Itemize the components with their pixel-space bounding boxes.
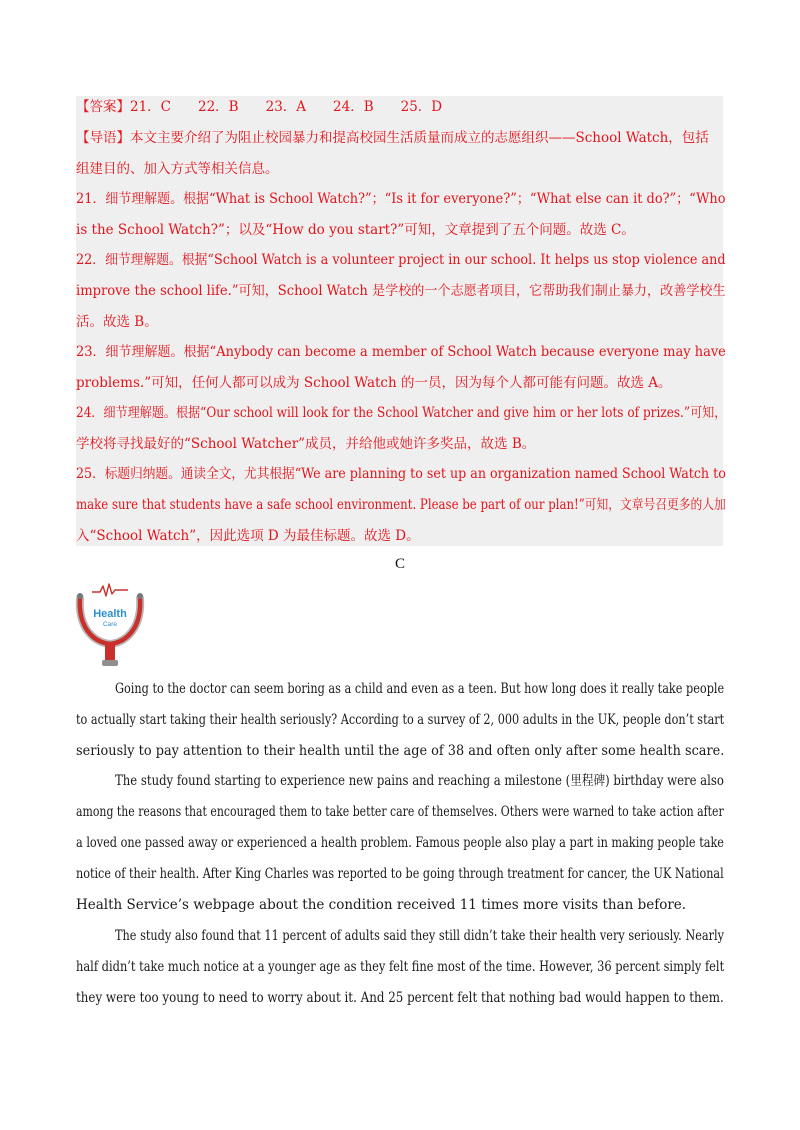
passage-para3-line2: half didn’t take much notice at a younger age as they felt fine most of the time. However, 36 percent simply felt: [76, 959, 725, 975]
passage-para1-line2: to actually start taking their health seriously? According to a survey of 2, 000 adults in the UK, people don’t start: [76, 712, 725, 728]
explanation-21: 21．细节理解题。根据“What is School Watch?”；“Is it for everyone?”；“What else can it do?”；“Who: [76, 191, 726, 207]
guide-line-continued: 组建目的、加入方式等相关信息。: [76, 161, 279, 177]
passage-para3-line1: The study also found that 11 percent of adults said they still didn’t take their health very seriously. Nearly: [115, 928, 725, 944]
health-care-stethoscope-logo: [72, 578, 148, 668]
passage-para2-line1: The study found starting to experience new pains and reaching a milestone (里程碑) birthday were also: [115, 773, 724, 789]
passage-para2-line2: among the reasons that encouraged them to take better care of themselves. Others were warned to take action after: [76, 804, 724, 820]
explanation-25-end: 入“School Watch”，因此选项 D 为最佳标题。故选 D。: [76, 528, 420, 544]
passage-para2-line5: Health Service’s webpage about the condition received 11 times more visits than before.: [76, 897, 687, 913]
guide-line: 【导语】本文主要介绍了为阻止校园暴力和提高校园生活质量而成立的志愿组织——School Watch，包括: [76, 130, 709, 146]
explanation-22-continued: improve the school life.”可知，School Watch 是学校的一个志愿者项目，它帮助我们制止暴力，改善学校生: [76, 283, 726, 299]
logo-word-care: Care: [102, 621, 118, 628]
logo-word-health: Health: [93, 608, 127, 620]
explanation-24: 24．细节理解题。根据“Our school will look for the School Watcher and give him or her lots of prizes.”可知，: [76, 405, 727, 421]
explanation-22: 22．细节理解题。根据“School Watch is a volunteer project in our school. It helps us stop violence and: [76, 252, 726, 268]
passage-para1-line1: Going to the doctor can seem boring as a child and even as a teen. But how long does it really take people: [115, 681, 725, 697]
explanation-23-continued: problems.”可知，任何人都可以成为 School Watch 的一员，因为每个人都可能有问题。故选 A。: [76, 375, 672, 391]
explanation-23: 23．细节理解题。根据“Anybody can become a member of School Watch because everyone may have: [76, 344, 726, 360]
passage-para2-line4: notice of their health. After King Charles was reported to be going through treatment for cancer, the UK National: [76, 866, 724, 882]
passage-para1-line3: seriously to pay attention to their health until the age of 38 and often only after some health scare.: [76, 743, 725, 759]
passage-para3-line3: they were too young to need to worry about it. And 25 percent felt that nothing bad would happen to them.: [76, 990, 724, 1006]
answer-key-line: 【答案】21．C 22．B 23．A 24．B 25．D: [76, 99, 443, 115]
explanation-21-continued: is the School Watch?”；以及“How do you start?”可知，文章提到了五个问题。故选 C。: [76, 222, 635, 238]
section-letter: C: [394, 556, 405, 572]
explanation-22-end: 活。故选 B。: [76, 314, 158, 330]
explanation-24-continued: 学校将寻找最好的“School Watcher”成员，并给他或她许多奖品，故选 B。: [76, 436, 536, 452]
explanation-25-continued: make sure that students have a safe school environment. Please be part of our plan!”可知，文章号召更多的人加: [76, 497, 726, 513]
explanation-25: 25．标题归纳题。通读全文，尤其根据“We are planning to set up an organization named School Watch to: [76, 466, 726, 482]
passage-para2-line3: a loved one passed away or experienced a health problem. Famous people also play a part in making people take: [76, 835, 724, 851]
